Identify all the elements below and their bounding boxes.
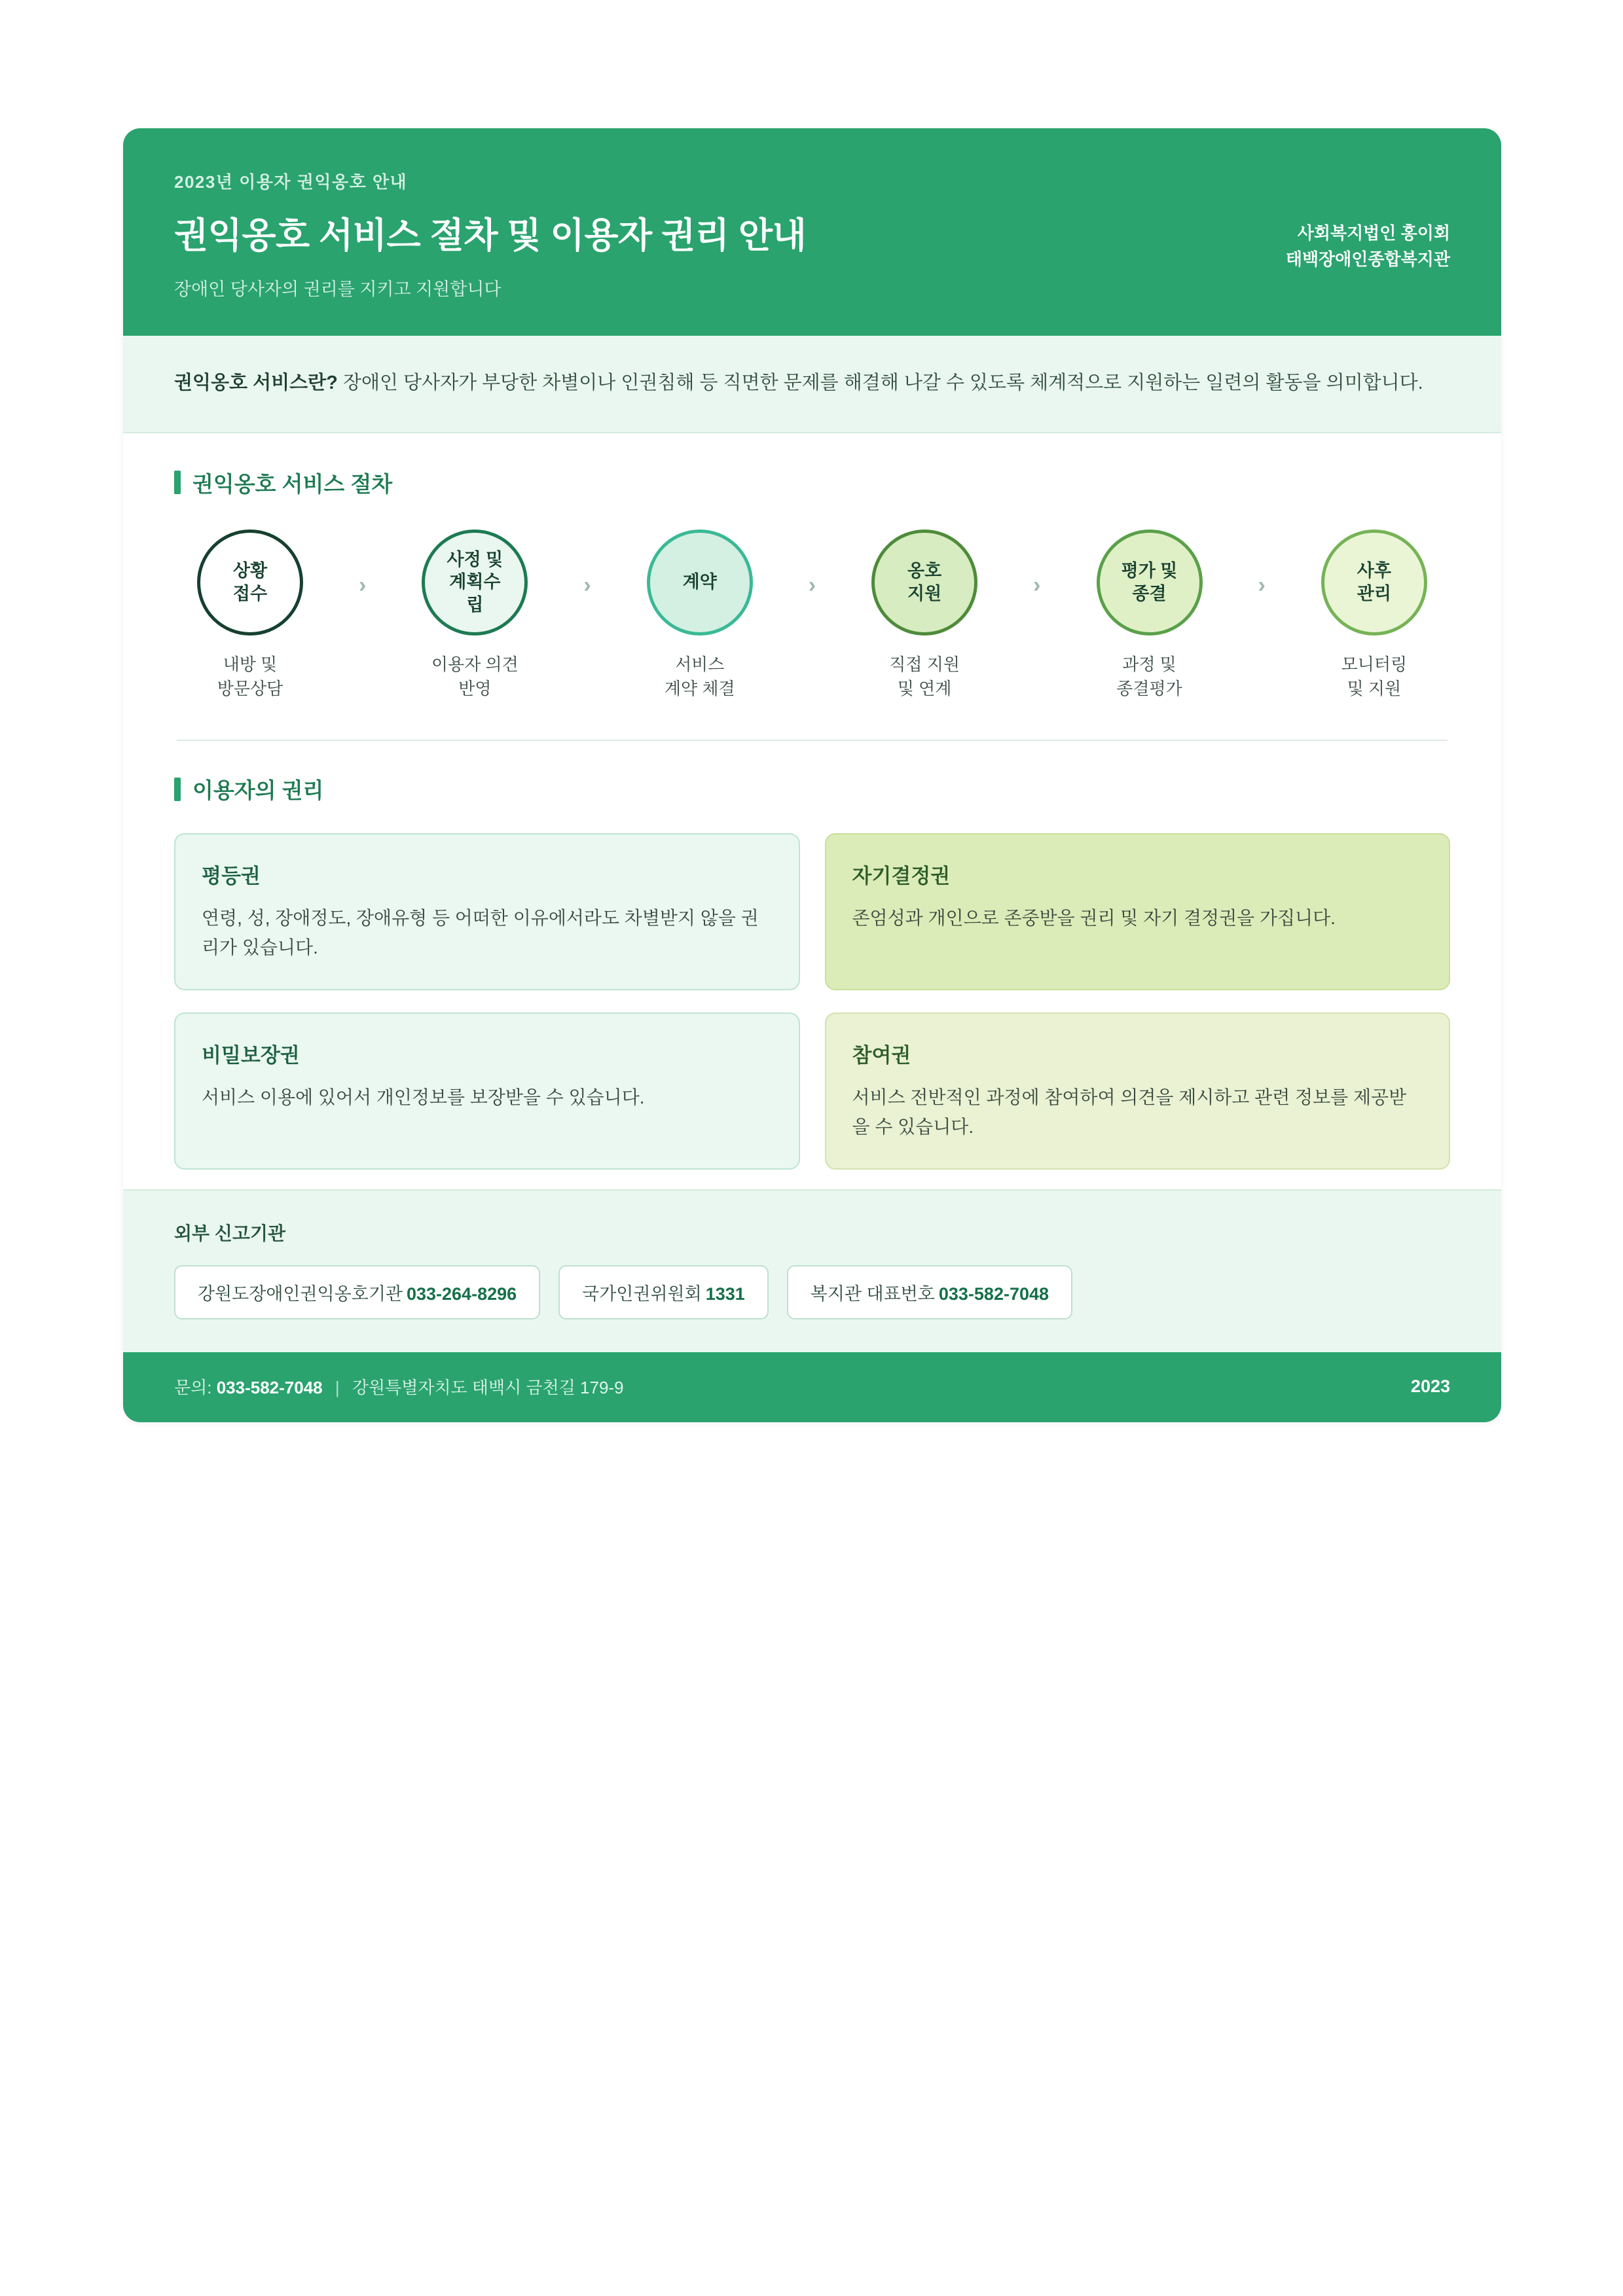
flow-step-caption-line2: 계약 체결 — [664, 679, 735, 699]
flow-step-bubble-line2: 접수 — [232, 583, 268, 603]
flow-step-caption-line1: 직접 지원 — [889, 654, 960, 674]
process-flow — [174, 527, 1450, 702]
flow-step-bubble-line3: 립 — [466, 594, 484, 615]
flow-step-caption-line1: 이용자 의견 — [431, 654, 519, 674]
right-title: 비밀보장권 — [202, 1044, 300, 1067]
flow-step-bubble-line1: 상황 — [232, 561, 268, 581]
organization-block — [1286, 169, 1450, 273]
right-title: 참여권 — [852, 1044, 911, 1067]
header-text-group — [174, 169, 1286, 300]
flow-step-caption — [1341, 653, 1407, 702]
right-card-self-determination — [825, 833, 1451, 990]
flow-step-bubble-line1: 계약 — [682, 572, 717, 592]
page-subtitle: 장애인 당사자의 권리를 지키고 지원합니다 — [174, 279, 501, 299]
definition-band — [123, 336, 1501, 433]
rights-section-heading — [174, 774, 1450, 804]
contact-chip-list — [174, 1265, 1450, 1319]
flow-step-bubble-line1: 사후 — [1357, 561, 1391, 581]
footer-contact-label: 문의: — [174, 1378, 212, 1398]
flow-step — [1305, 529, 1444, 702]
flow-step-caption-line2: 및 연계 — [897, 679, 952, 699]
process-section-heading — [174, 467, 1450, 498]
right-description: 서비스 이용에 있어서 개인정보를 보장받을 수 있습니다. — [202, 1087, 645, 1108]
right-description: 서비스 전반적인 과정에 참여하여 의견을 제시하고 관련 정보를 제공받을 수 있습니다. — [852, 1087, 1407, 1138]
flow-step-bubble — [422, 529, 528, 636]
flow-step-caption — [217, 653, 283, 702]
contact-chip-label: 복지관 대표번호 — [810, 1284, 935, 1304]
flow-step-caption — [665, 653, 735, 702]
organization-name-1: 사회복지법인 홍이회 — [1297, 223, 1450, 243]
card-footer — [123, 1352, 1501, 1422]
flow-step-caption-line1: 서비스 — [675, 654, 725, 674]
flow-step-caption-line2: 및 지원 — [1347, 679, 1402, 699]
header-eyebrow: 2023년 이용자 권익옹호 안내 — [174, 172, 408, 192]
flow-step — [630, 529, 769, 702]
page-title: 권익옹호 서비스 절차 및 이용자 권리 안내 — [174, 216, 807, 255]
right-description: 연령, 성, 장애정도, 장애유형 등 어떠한 이유에서라도 차별받지 않을 권리가 있습니다. — [202, 908, 759, 958]
chevron-right-icon: › — [583, 572, 591, 598]
flow-step-bubble-line2: 지원 — [907, 583, 942, 603]
flow-step-caption-line1: 모니터링 — [1341, 654, 1408, 674]
flow-step-caption-line2: 반영 — [458, 679, 492, 699]
right-title: 평등권 — [202, 865, 261, 888]
flow-step-bubble — [197, 529, 303, 636]
contact-chip-number: 033-264-8296 — [406, 1284, 517, 1304]
rights-section-title: 이용자의 권리 — [192, 778, 324, 803]
definition-lead: 권익옹호 서비스란? — [174, 372, 338, 393]
flow-step-caption — [431, 653, 519, 702]
flow-step-caption-line2: 종결평가 — [1116, 679, 1182, 699]
contact-chip-label: 국가인권위원회 — [582, 1284, 702, 1304]
process-section-title: 권익옹호 서비스 절차 — [192, 471, 393, 496]
section-accent-bar — [174, 471, 181, 494]
contact-chip-label: 강원도장애인권익옹호기관 — [198, 1284, 403, 1304]
organization-name-2: 태백장애인종합복지관 — [1285, 249, 1450, 270]
flow-step-bubble-line1: 사정 및 — [447, 549, 503, 569]
flow-step-caption-line1: 내방 및 — [223, 654, 278, 674]
flow-step — [855, 529, 994, 702]
flow-step-caption-line2: 방문상담 — [217, 679, 283, 699]
contact-chip-number: 1331 — [705, 1284, 745, 1304]
chevron-right-icon: › — [1258, 572, 1266, 598]
card-body — [123, 433, 1501, 1189]
contact-chip-human-rights-commission[interactable] — [558, 1265, 769, 1319]
definition-paragraph — [174, 367, 1450, 399]
chevron-right-icon: › — [808, 572, 816, 598]
right-title: 자기결정권 — [852, 865, 951, 888]
flow-step-bubble — [647, 529, 753, 636]
external-report-title: 외부 신고기관 — [174, 1223, 286, 1244]
external-report-band — [123, 1189, 1501, 1352]
flow-step-bubble — [871, 529, 977, 636]
rights-grid — [174, 833, 1450, 1170]
right-card-participation — [825, 1013, 1451, 1170]
flow-step-bubble — [1097, 529, 1203, 636]
flow-step-bubble-line2: 관리 — [1357, 583, 1391, 603]
right-card-confidentiality — [174, 1013, 800, 1170]
contact-chip-provincial-advocacy[interactable] — [174, 1265, 540, 1319]
flow-step — [405, 529, 544, 702]
flow-step-bubble-line1: 평가 및 — [1121, 561, 1178, 581]
definition-text: 장애인 당사자가 부당한 차별이나 인권침해 등 직면한 문제를 해결해 나갈 수 있도록 체계적으로 지원하는 일련의 활동을 의미합니다. — [337, 372, 1423, 393]
section-accent-bar — [174, 778, 181, 801]
flow-step — [1080, 529, 1219, 702]
flow-step-caption-line1: 과정 및 — [1122, 654, 1176, 674]
flow-step-bubble — [1321, 529, 1427, 636]
footer-address: 강원특별자치도 태백시 금천길 179-9 — [352, 1378, 624, 1398]
contact-chip-number: 033-582-7048 — [938, 1284, 1049, 1304]
info-card — [123, 128, 1501, 1422]
flow-step-bubble-line2: 계획수 — [449, 572, 501, 592]
chevron-right-icon: › — [359, 572, 367, 598]
footer-contact — [174, 1374, 624, 1399]
section-divider — [177, 740, 1448, 741]
card-header — [123, 128, 1501, 336]
chevron-right-icon: › — [1033, 572, 1041, 598]
footer-separator: | — [335, 1378, 340, 1398]
right-card-equality — [174, 833, 800, 990]
flow-step-bubble-line1: 옹호 — [907, 561, 942, 581]
contact-chip-center-main-number[interactable] — [787, 1265, 1072, 1319]
footer-year: 2023 — [1410, 1376, 1450, 1397]
right-description: 존엄성과 개인으로 존중받을 권리 및 자기 결정권을 가집니다. — [852, 908, 1336, 929]
flow-step-caption — [889, 653, 960, 702]
flow-step — [181, 529, 319, 702]
flow-step-caption — [1116, 653, 1182, 702]
flow-step-bubble-line2: 종결 — [1132, 583, 1167, 603]
footer-contact-number: 033-582-7048 — [216, 1378, 323, 1398]
